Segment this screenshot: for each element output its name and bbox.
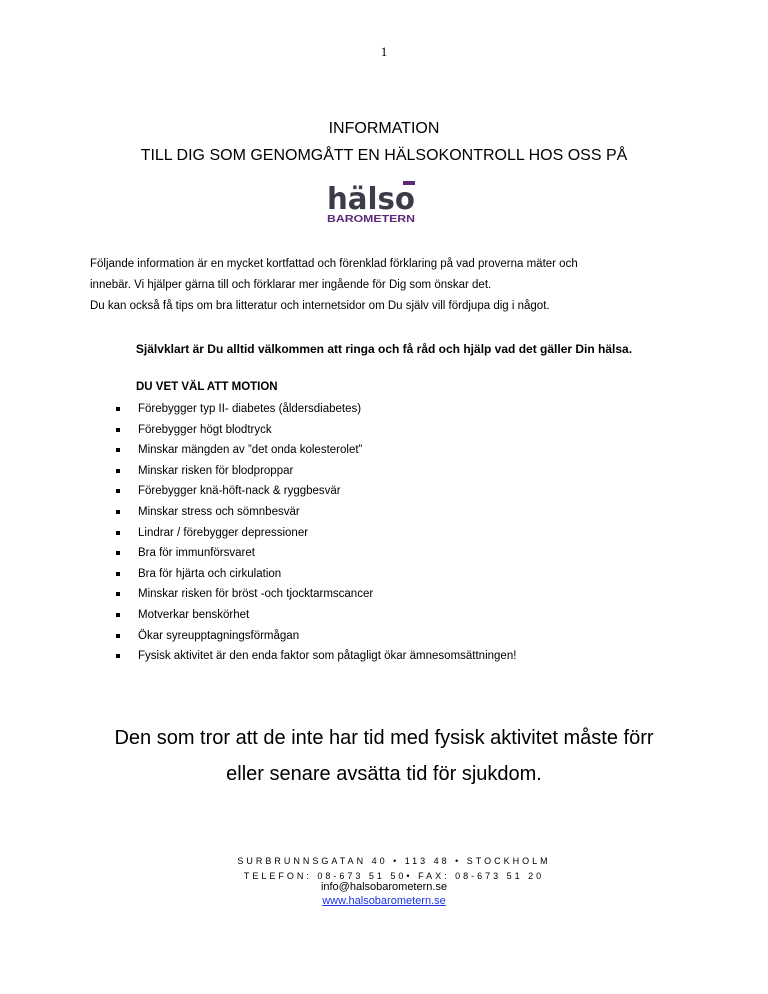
list-item: Minskar risken för bröst -och tjocktarmscancer xyxy=(116,584,516,605)
intro-paragraph xyxy=(90,254,690,317)
exercise-benefits-list xyxy=(116,399,516,667)
bullet-icon xyxy=(116,634,120,638)
footer-email: info@halsobarometern.se xyxy=(320,881,448,893)
document-heading: INFORMATION xyxy=(328,120,440,137)
halsobarometern-logo xyxy=(325,179,420,225)
exercise-list-title: DU VET VÄL ATT MOTION xyxy=(136,381,278,393)
intro-line: Du kan också få tips om bra litteratur och internetsidor om Du själv vill fördjupa dig i något. xyxy=(90,300,550,312)
bullet-icon xyxy=(116,572,120,576)
quote-line: Den som tror att de inte har tid med fysisk aktivitet måste förr xyxy=(114,727,654,749)
footer-website xyxy=(0,895,768,907)
list-item: Minskar stress och sömnbesvär xyxy=(116,502,516,523)
document-subheading: TILL DIG SOM GENOMGÅTT EN HÄLSOKONTROLL HOS OSS PÅ xyxy=(140,147,628,164)
bullet-icon xyxy=(116,428,120,432)
list-item: Fysisk aktivitet är den enda faktor som påtagligt ökar ämnesomsättningen! xyxy=(116,646,516,667)
list-item: Motverkar benskörhet xyxy=(116,605,516,626)
bullet-icon xyxy=(116,510,120,514)
welcome-statement: Självklart är Du alltid välkommen att ringa och få råd och hjälp vad det gäller Din hälsa. xyxy=(135,342,633,356)
bullet-icon xyxy=(116,613,120,617)
bullet-icon xyxy=(116,489,120,493)
list-item: Minskar risken för blodproppar xyxy=(116,461,516,482)
list-item: Förebygger högt blodtryck xyxy=(116,420,516,441)
quote-line: eller senare avsätta tid för sjukdom. xyxy=(226,763,542,785)
list-item: Lindrar / förebygger depressioner xyxy=(116,523,516,544)
intro-line: innebär. Vi hjälper gärna till och förklarar mer ingående för Dig som önskar det. xyxy=(90,279,492,291)
bullet-icon xyxy=(116,407,120,411)
bullet-icon xyxy=(116,531,120,535)
bullet-icon xyxy=(116,448,120,452)
website-link[interactable]: www.halsobarometern.se xyxy=(322,895,446,907)
list-item: Förebygger typ II- diabetes (åldersdiabetes) xyxy=(116,399,516,420)
bullet-icon xyxy=(116,592,120,596)
list-item: Bra för hjärta och cirkulation xyxy=(116,564,516,585)
footer-address: SURBRUNNSGATAN 40 • 113 48 • STOCKHOLM xyxy=(237,856,551,866)
bullet-icon xyxy=(116,469,120,473)
list-item: Minskar mängden av ”det onda kolesterolet” xyxy=(116,440,516,461)
list-item: Bra för immunförsvaret xyxy=(116,543,516,564)
bullet-icon xyxy=(116,551,120,555)
logo-word: hälso xyxy=(327,182,415,217)
closing-quote xyxy=(0,720,768,792)
list-item: Ökar syreupptagningsförmågan xyxy=(116,626,516,647)
page-number: 1 xyxy=(380,44,388,59)
bullet-icon xyxy=(116,654,120,658)
list-item: Förebygger knä-höft-nack & ryggbesvär xyxy=(116,481,516,502)
logo-subword: BAROMETERN xyxy=(327,214,415,225)
footer-phone: TELEFON: 08-673 51 50• FAX: 08-673 51 20 xyxy=(243,871,545,881)
intro-line: Följande information är en mycket kortfattad och förenklad förklaring på vad proverna mäter och xyxy=(90,258,578,270)
